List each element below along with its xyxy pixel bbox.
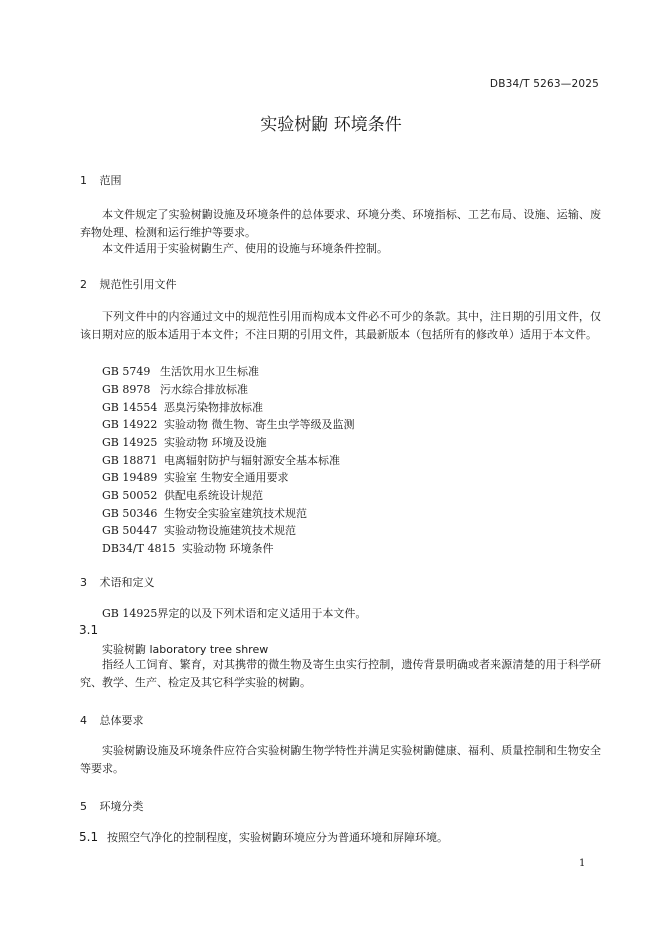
section-2-intro: 下列文件中的内容通过文中的规范性引用而构成本文件必不可少的条款。其中，注日期的引用文件，仅该日期对应的版本适用于本文件；不注日期的引用文件，其最新版本（包括所有的修改单）适用于本文件。: [80, 310, 601, 341]
section-4-heading: [80, 712, 144, 728]
reference-code: GB 19489: [102, 471, 158, 484]
section-number: 2: [80, 278, 87, 291]
section-number: 4: [80, 714, 87, 727]
section-1-paragraph-1: 本文件规定了实验树鼩设施及环境条件的总体要求、环境分类、环境指标、工艺布局、设施、运输、废弃物处理、检测和运行维护等要求。: [80, 208, 601, 239]
section-title: 总体要求: [99, 714, 144, 727]
section-number: 1: [80, 174, 87, 187]
page-number: 1: [579, 858, 586, 869]
reference-name: 实验动物设施建筑技术规范: [164, 524, 296, 537]
reference-code: GB 8978: [102, 383, 151, 396]
section-5-heading: [80, 798, 144, 814]
reference-name: 电离辐射防护与辐射源安全基本标准: [164, 454, 340, 467]
section-3-heading: [80, 574, 155, 590]
reference-name: 实验室 生物安全通用要求: [164, 471, 289, 484]
reference-item: [102, 505, 307, 521]
section-number: 3: [80, 576, 87, 589]
reference-item: [102, 469, 289, 485]
reference-code: GB 18871: [102, 454, 158, 467]
reference-name: 污水综合排放标准: [160, 383, 248, 396]
reference-name: 实验动物 环境及设施: [164, 436, 267, 449]
reference-item: [102, 487, 263, 503]
reference-code: GB 50346: [102, 507, 158, 520]
reference-name: 生物安全实验室建筑技术规范: [164, 507, 307, 520]
section-1-heading: [80, 172, 122, 188]
reference-item: [102, 452, 340, 468]
section-title: 范围: [99, 174, 122, 187]
reference-item: [102, 434, 267, 450]
reference-code: GB 14925: [102, 436, 158, 449]
section-3-intro: GB 14925界定的以及下列术语和定义适用于本文件。: [102, 607, 367, 620]
section-title: 术语和定义: [99, 576, 155, 589]
reference-item: [102, 399, 263, 415]
reference-code: GB 50447: [102, 524, 158, 537]
term-definition: 指经人工饲育、繁育，对其携带的微生物及寄生虫实行控制，遗传背景明确或者来源清楚的用于科学研究、教学、生产、检定及其它科学实验的树鼩。: [80, 658, 601, 689]
clause-number: 5.1: [79, 830, 99, 844]
standard-code: DB34/T 5263—2025: [489, 78, 599, 90]
reference-item: [102, 416, 355, 432]
term-number: 3.1: [79, 623, 99, 637]
document-title: 实验树鼩 环境条件: [260, 115, 402, 135]
reference-name: 实验动物 环境条件: [182, 542, 274, 555]
reference-code: GB 5749: [102, 365, 151, 378]
section-4-paragraph: 实验树鼩设施及环境条件应符合实验树鼩生物学特性并满足实验树鼩健康、福利、质量控制和生物安全等要求。: [80, 744, 601, 775]
section-1-paragraph-2: 本文件适用于实验树鼩生产、使用的设施与环境条件控制。: [102, 242, 388, 255]
section-2-heading: [80, 276, 177, 292]
section-title: 规范性引用文件: [99, 278, 177, 291]
reference-name: 供配电系统设计规范: [164, 489, 263, 502]
reference-code: GB 14554: [102, 401, 158, 414]
reference-name: 生活饮用水卫生标准: [160, 365, 259, 378]
reference-item: [102, 522, 296, 538]
section-title: 环境分类: [99, 800, 144, 813]
clause-text: 按照空气净化的控制程度，实验树鼩环境应分为普通环境和屏障环境。: [107, 831, 448, 844]
reference-name: 恶臭污染物排放标准: [164, 401, 263, 414]
reference-name: 实验动物 微生物、寄生虫学等级及监测: [164, 418, 355, 431]
term-entry: 实验树鼩 laboratory tree shrew: [102, 643, 269, 656]
reference-item: [102, 363, 259, 379]
reference-code: DB34/T 4815: [102, 542, 176, 555]
reference-code: GB 14922: [102, 418, 158, 431]
reference-code: GB 50052: [102, 489, 158, 502]
reference-item: [102, 381, 248, 397]
section-number: 5: [80, 800, 87, 813]
reference-item: [102, 540, 274, 556]
clause-5-1: [79, 829, 448, 845]
